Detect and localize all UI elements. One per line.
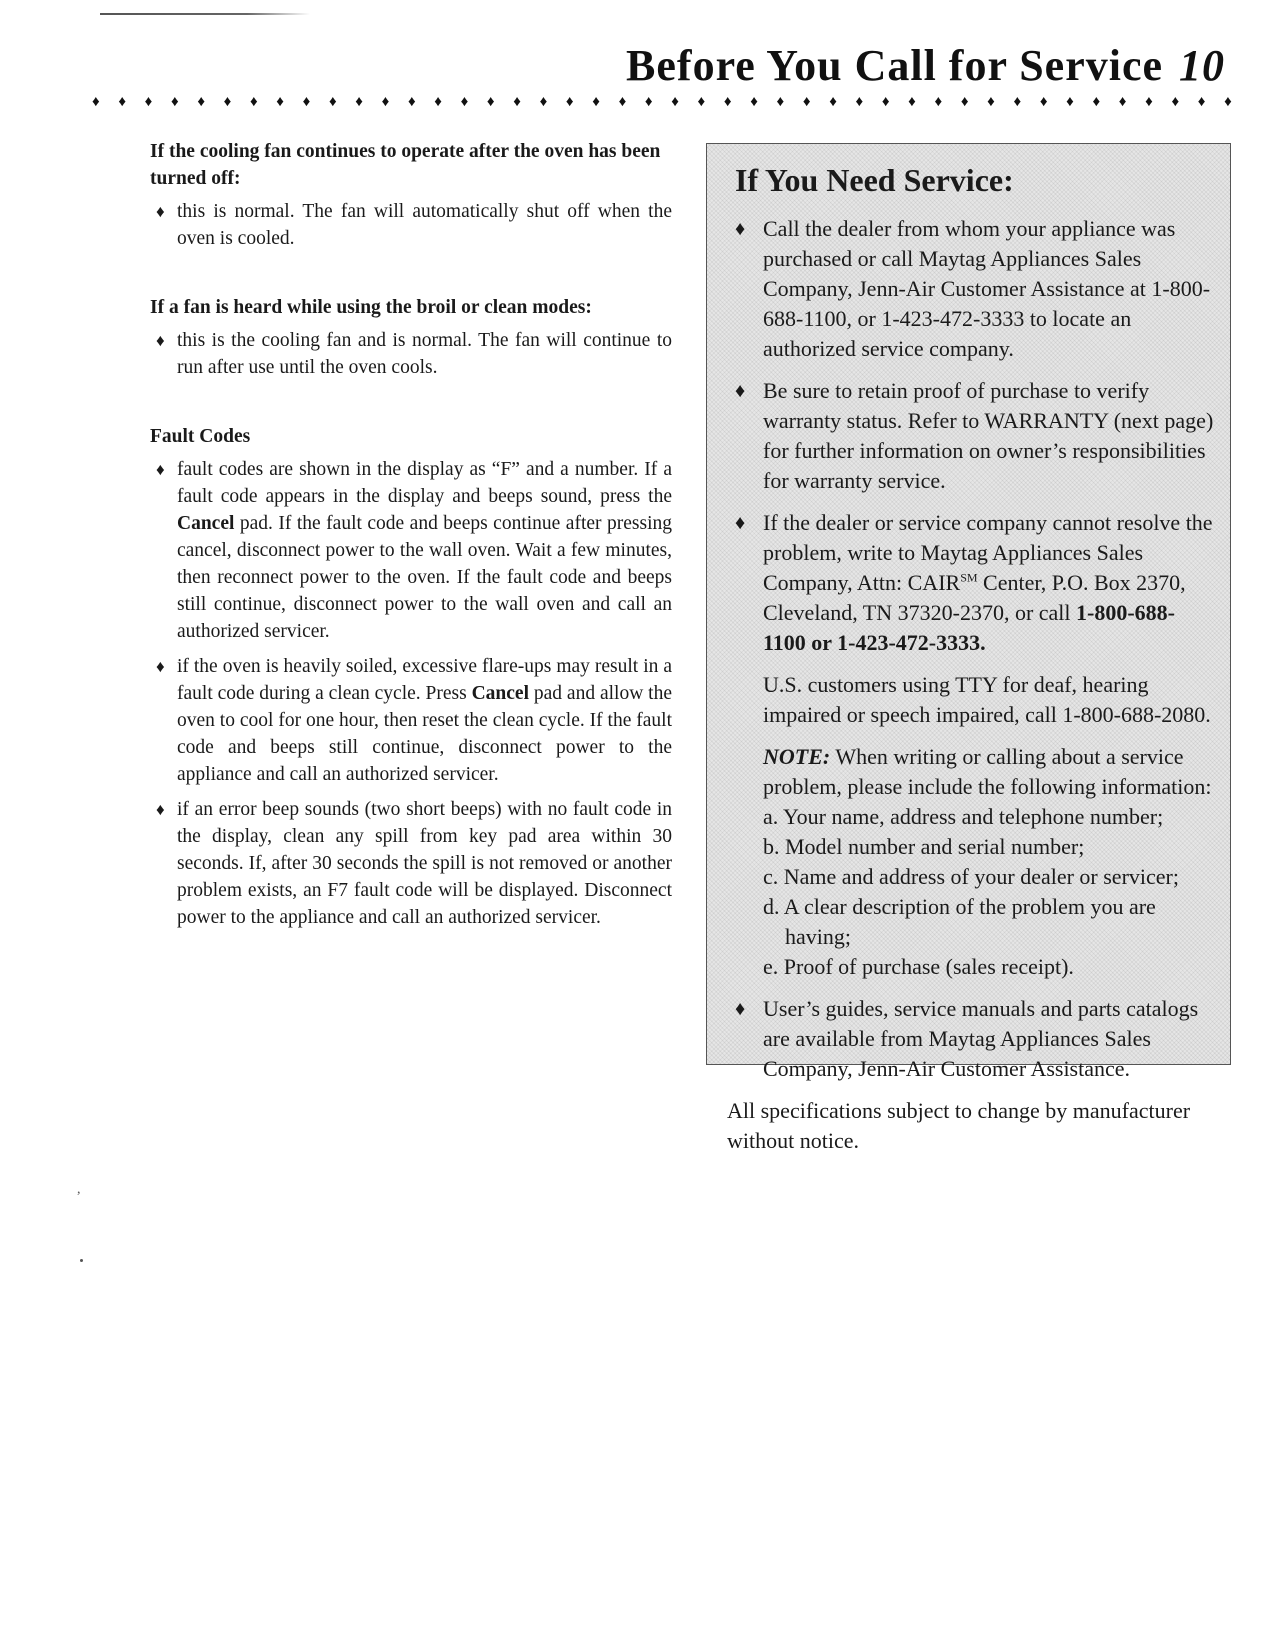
service-info-box [706, 143, 1231, 1153]
diamond-separator-icon: ♦ [92, 94, 100, 110]
note-paragraph: NOTE: When writing or calling about a service problem, please include the following information: [763, 744, 1212, 799]
diamond-separator-icon: ♦ [381, 94, 390, 110]
section-fault-codes [150, 423, 672, 931]
left-column [150, 138, 672, 939]
diamond-separator-icon: ♦ [434, 94, 442, 110]
diamond-separator-icon: ♦ [750, 94, 758, 110]
diamond-separator-icon: ♦ [170, 94, 179, 110]
diamond-separator-icon: ♦ [592, 94, 600, 110]
box-body [727, 214, 1215, 1156]
diamond-separator-icon: ♦ [1197, 94, 1206, 110]
info-list-item: c. Name and address of your dealer or servicer; [763, 864, 1179, 889]
diamond-separator-icon: ♦ [644, 94, 653, 110]
diamond-bullet-icon: ♦ [156, 460, 165, 479]
page-title: Before You Call for Service [626, 41, 1163, 90]
diamond-separator-icon: ♦ [908, 94, 916, 110]
diamond-separator-icon: ♦ [1066, 94, 1074, 110]
info-list-item: b. Model number and serial number; [763, 834, 1085, 859]
diamond-bullet-icon: ♦ [735, 998, 746, 1020]
list-item: ♦ if the oven is heavily soiled, excessive flare-ups may result in a fault code during a clean cycle. Press Cancel pad and allow the oven to cool for one hour, then reset the clean cycle. If the fault code and beeps still continue, disconnect power to the appliance and call an authorized servicer. [150, 653, 672, 788]
list-item: ♦ Be sure to retain proof of purchase to verify warranty status. Refer to WARRANTY (next page) for further information on owner’s responsibilities for warranty service. [735, 378, 1214, 493]
diamond-separator-icon: ♦ [355, 94, 363, 110]
diamond-separator-icon: ♦ [565, 94, 574, 110]
info-list-item: e. Proof of purchase (sales receipt). [763, 954, 1074, 979]
page-header [626, 40, 1225, 91]
diamond-separator-icon: ♦ [618, 94, 627, 110]
diamond-bullet-icon: ♦ [156, 331, 165, 350]
diamond-separator-icon: ♦ [1092, 94, 1101, 110]
diamond-separator-icon: ♦ [118, 94, 126, 110]
list-item: ♦ Call the dealer from whom your appliance was purchased or call Maytag Appliances Sales Company, Jenn-Air Customer Assistance at 1-800-688-1100, or 1-423-472-3333 to locate an authorized service company. [735, 216, 1211, 361]
list-item: ♦ this is normal. The fan will automatically shut off when the oven is cooled. [150, 198, 672, 252]
diamond-separator-icon: ♦ [460, 94, 469, 110]
diamond-bullet-icon: ♦ [735, 512, 746, 534]
list-item: ♦ if an error beep sounds (two short beeps) with no fault code in the display, clean any spill from key pad area within 30 seconds. If, after 30 seconds the spill is not removed or another problem exists, an F7 fault code will be displayed. Disconnect power to the appliance and call an authorized servicer. [150, 796, 672, 931]
diamond-separator [92, 92, 1232, 112]
section-heading: If the cooling fan continues to operate after the oven has been turned off: [150, 141, 661, 189]
list-item: ♦ If the dealer or service company cannot resolve the problem, write to Maytag Appliances Sales Company, Attn: CAIR℠ Center, P.O. Box 2370, Cleveland, TN 37320-2370, or call 1-800-688-1100 or 1-423-472-3333. [735, 510, 1213, 655]
info-list-item: having; [785, 924, 851, 949]
diamond-separator-icon: ♦ [486, 94, 495, 110]
diamond-separator-icon: ♦ [881, 94, 890, 110]
diamond-separator-icon: ♦ [407, 94, 416, 110]
info-list-item: d. A clear description of the problem you are [763, 894, 1156, 919]
diamond-bullet-icon: ♦ [735, 218, 746, 240]
diamond-separator-icon: ♦ [1171, 94, 1180, 110]
scan-speck: , [77, 1182, 81, 1197]
diamond-separator-icon: ♦ [249, 94, 258, 110]
scan-artifact-line [100, 13, 310, 15]
section-heading: If a fan is heard while using the broil or clean modes: [150, 297, 592, 318]
diamond-bullet-icon: ♦ [156, 657, 165, 676]
diamond-separator-icon: ♦ [776, 94, 785, 110]
diamond-bullet-icon: ♦ [156, 202, 165, 221]
scan-speck [80, 1259, 83, 1262]
diamond-separator-icon: ♦ [934, 94, 943, 110]
list-item: ♦ this is the cooling fan and is normal. The fan will continue to run after use until the oven cools. [150, 327, 672, 381]
page-number: 10 [1179, 41, 1225, 90]
diamond-separator-icon: ♦ [1039, 94, 1048, 110]
diamond-separator-icon: ♦ [987, 94, 995, 110]
diamond-separator-icon: ♦ [302, 94, 311, 110]
section-broil-clean [150, 294, 672, 381]
diamond-separator-icon: ♦ [539, 94, 548, 110]
diamond-separator-icon: ♦ [197, 94, 205, 110]
disclaimer: All specifications subject to change by manufacturer without notice. [727, 1098, 1191, 1153]
list-item: ♦ User’s guides, service manuals and parts catalogs are available from Maytag Appliances Sales Company, Jenn-Air Customer Assistance. [735, 996, 1199, 1081]
box-title: If You Need Service: [735, 162, 1014, 198]
diamond-separator-icon: ♦ [960, 94, 969, 110]
info-list-item: a. Your name, address and telephone number; [763, 804, 1164, 829]
diamond-separator-icon: ♦ [723, 94, 732, 110]
diamond-separator-icon: ♦ [223, 94, 232, 110]
diamond-separator-icon: ♦ [1118, 94, 1127, 110]
diamond-separator-icon: ♦ [829, 94, 837, 110]
diamond-separator-icon: ♦ [855, 94, 864, 110]
diamond-separator-icon: ♦ [1013, 94, 1022, 110]
diamond-separator-icon: ♦ [328, 94, 337, 110]
diamond-separator-icon: ♦ [1224, 94, 1232, 110]
section-heading: Fault Codes [150, 426, 251, 447]
diamond-separator-icon: ♦ [144, 94, 153, 110]
diamond-separator-icon: ♦ [513, 94, 521, 110]
diamond-separator-icon: ♦ [276, 94, 284, 110]
diamond-bullet-icon: ♦ [735, 380, 746, 402]
diamond-separator-icon: ♦ [1145, 94, 1153, 110]
diamond-separator-icon: ♦ [671, 94, 679, 110]
diamond-bullet-icon: ♦ [156, 800, 165, 819]
tty-notice: U.S. customers using TTY for deaf, hearing impaired or speech impaired, call 1-800-688-2080. [763, 672, 1211, 727]
section-cooling-fan [150, 138, 672, 252]
list-item: ♦ fault codes are shown in the display as “F” and a number. If a fault code appears in the display and beeps sound, press the Cancel pad. If the fault code and beeps continue after pressing cancel, disconnect power to the wall oven. Wait a few minutes, then reconnect power to the oven. If the fault code and beeps still continue, disconnect power to the wall oven and call an authorized servicer. [150, 456, 672, 645]
diamond-separator-icon: ♦ [802, 94, 811, 110]
diamond-separator-icon: ♦ [697, 94, 706, 110]
